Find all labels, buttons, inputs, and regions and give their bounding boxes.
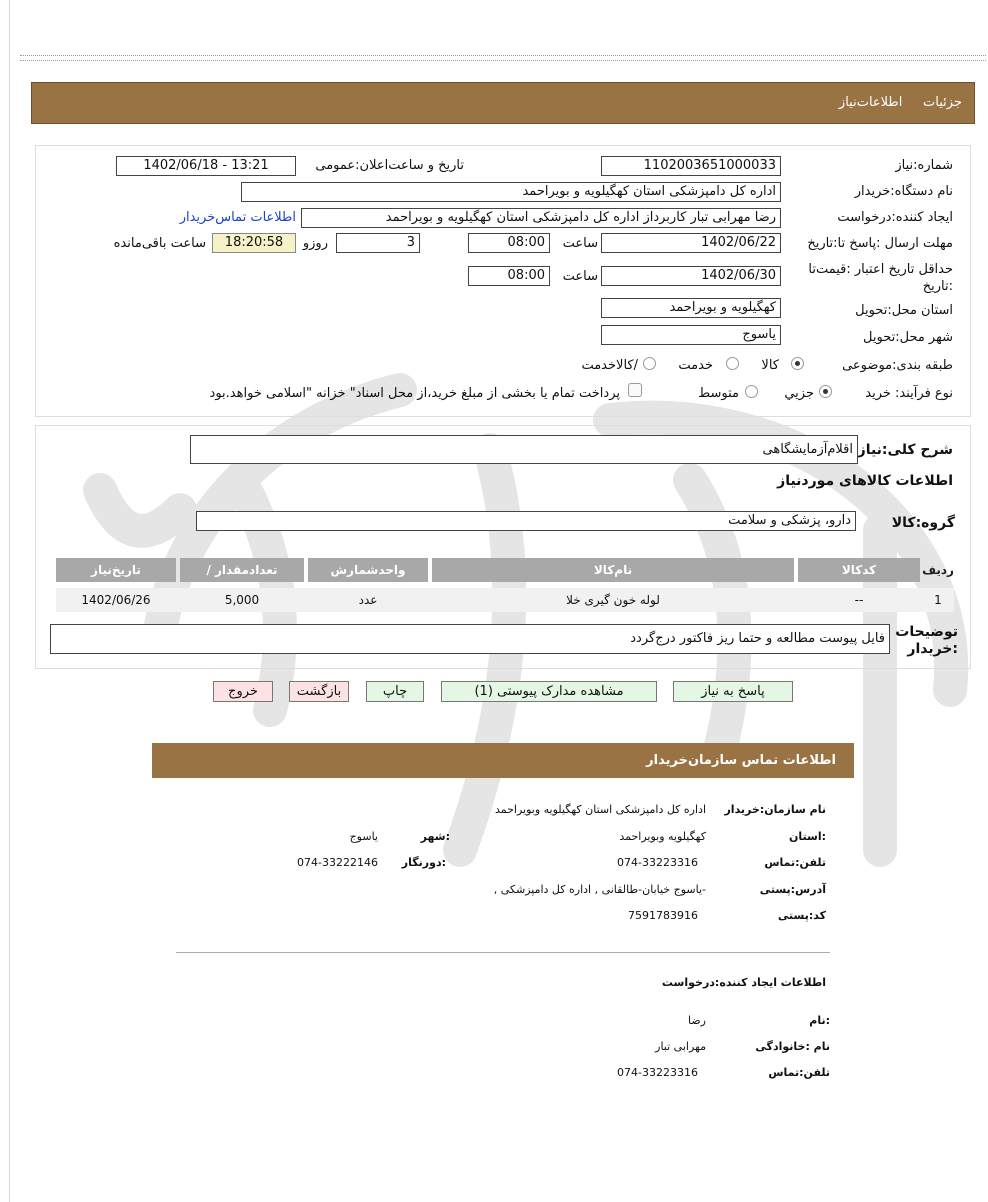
contact-phone: 074-33223316 [617, 856, 698, 869]
cell-quantity: 5,000 [224, 593, 260, 607]
announce-date-field: 1402/06/18 - 13:21 [116, 156, 296, 176]
validity-time-field: 08:00 [468, 266, 550, 286]
col-unit-header: واحدشمارش [308, 558, 428, 582]
reply-button[interactable]: پاسخ به نیاز [673, 681, 793, 702]
contact-province-label: :استان [789, 830, 826, 843]
buyer-org-field: اداره کل دامپزشکی استان کهگیلویه و بویراحمد [241, 182, 781, 202]
table-row [56, 588, 954, 612]
breadcrumb-need-info[interactable]: اطلاعات‌نیاز [838, 95, 903, 110]
summary-field: اقلام‌آزمایشگاهی [190, 435, 858, 464]
creator-phone: 074-33223316 [617, 1066, 698, 1079]
province-label: استان محل‌:تحویل [855, 303, 953, 318]
validity-label: حداقل تاریخ اعتبار :قیمت‌تا :تاریخ [808, 262, 953, 294]
buyer-notes-label: توضیحات :خریدار [895, 624, 958, 657]
days-field: 3 [336, 233, 420, 253]
deadline-time-label: ساعت [562, 236, 598, 251]
category-label: طبقه بندی‌:موضوعی [842, 358, 953, 373]
city-field: یاسوج [601, 325, 781, 345]
city-label: شهر محل‌:تحویل [863, 330, 953, 345]
cell-date: 1402/06/26 [81, 593, 151, 607]
treasury-payment-note: پرداخت تمام یا بخشی از مبلغ خرید،از محل اسناد" خزانه "اسلامی خواهد.بود [209, 386, 620, 401]
summary-label: شرح کلی:نیاز [857, 442, 953, 458]
section-divider [176, 952, 830, 953]
exit-button[interactable]: خروج [213, 681, 273, 702]
category-option-service: خدمت [678, 358, 713, 373]
requester-field: رضا مهرابی تبار کاربرداز اداره کل دامپزشکی استان کهگیلویه و بویراحمد [301, 208, 781, 228]
cell-row: 1 [934, 593, 942, 607]
process-radio-medium[interactable] [745, 385, 758, 398]
buyer-org-label: نام دستگاه‌:خریدار [854, 184, 953, 199]
col-code-header: کدکالا [798, 558, 920, 582]
announce-label: تاریخ و ساعت‌اعلان:عمومی [315, 158, 464, 173]
province-field: کهگیلویه و بویراحمد [601, 298, 781, 318]
creator-family: مهرابی تبار [655, 1040, 706, 1053]
remaining-time-field: 18:20:58 [212, 233, 296, 253]
col-date-header: تاریخ‌نیاز [56, 558, 176, 582]
contact-city-label: :شهر [420, 830, 450, 843]
col-quantity-header: / تعدادمقدار [180, 558, 304, 582]
cell-code: -- [854, 593, 864, 607]
process-radio-minor[interactable] [819, 385, 832, 398]
validity-time-label: ساعت [562, 269, 598, 284]
contact-postal-label: کد:پستی [777, 909, 826, 922]
contact-province: کهگیلویه وبویراحمد [619, 830, 706, 843]
goods-table [56, 558, 954, 615]
contact-city: یاسوج [349, 830, 378, 843]
contact-title: اطلاعات تماس سازمان‌خریدار [646, 753, 836, 768]
contact-phone-label: تلفن:تماس [764, 856, 826, 869]
treasury-payment-checkbox[interactable] [628, 383, 642, 397]
creator-title: اطلاعات ایجاد کننده‌:درخواست [661, 976, 826, 989]
category-radio-goods[interactable] [791, 357, 804, 370]
contact-fax: 074-33222146 [297, 856, 378, 869]
contact-fax-label: :دورنگار [401, 856, 446, 869]
deadline-label: مهلت ارسال :پاسخ تا:تاریخ [807, 236, 953, 251]
contact-org: اداره کل دامپزشکی استان کهگیلویه وبویراحمد [494, 803, 706, 816]
process-option-medium: متوسط [698, 386, 739, 401]
deadline-time-field: 08:00 [468, 233, 550, 253]
goods-group-field: دارو، پزشکی و سلامت [196, 511, 856, 531]
need-number-field: 1102003651000033 [601, 156, 781, 176]
validity-date-field: 1402/06/30 [601, 266, 781, 286]
category-radio-service[interactable] [726, 357, 739, 370]
contact-org-label: نام سازمان:خریدار [724, 803, 826, 816]
days-label: روزو [302, 236, 328, 251]
creator-phone-label: تلفن:تماس [768, 1066, 830, 1079]
cell-unit: عدد [358, 593, 378, 607]
dotted-divider [20, 55, 986, 61]
creator-family-label: نام :خانوادگی [755, 1040, 830, 1053]
process-option-minor: جزیي [784, 386, 814, 401]
creator-name-label: :نام [809, 1014, 830, 1027]
creator-name: رضا [687, 1014, 706, 1027]
goods-info-title: اطلاعات کالاهای موردنیاز [777, 473, 953, 489]
remaining-time-label: ساعت باقی‌مانده [113, 236, 206, 251]
goods-group-label: گروه:کالا [891, 515, 955, 531]
contact-address-label: آدرس:پستی [759, 883, 826, 896]
process-label: نوع فرآیند: خرید [865, 386, 953, 401]
contact-header-bar [152, 743, 854, 778]
cell-name: لوله خون گیری خلا [566, 593, 660, 607]
contact-postal: 7591783916 [628, 909, 698, 922]
view-attachments-button[interactable]: مشاهده مدارک پیوستی (1) [441, 681, 657, 702]
buyer-contact-link[interactable]: اطلاعات تماس‌خریدار [179, 210, 296, 225]
left-border-line [9, 0, 10, 1202]
category-radio-goods-service[interactable] [643, 357, 656, 370]
print-button[interactable]: چاپ [366, 681, 424, 702]
requester-label: ایجاد کننده‌:درخواست [837, 210, 953, 225]
col-name-header: نام‌کالا [432, 558, 794, 582]
category-option-goods: کالا [761, 358, 779, 373]
category-option-goods-service: /کالاخدمت [581, 358, 638, 373]
breadcrumb-details[interactable]: جزئیات [923, 95, 962, 110]
deadline-date-field: 1402/06/22 [601, 233, 781, 253]
back-button[interactable]: بازگشت [289, 681, 349, 702]
header-bar [31, 82, 975, 124]
contact-address: -یاسوج خیابان-طالقانی , اداره کل دامپزشکی , [493, 883, 706, 896]
need-number-label: شماره‌:نیاز [895, 158, 953, 173]
buyer-notes-field: فایل پیوست مطالعه و حتما ریز فاکتور درج‌گردد [50, 624, 890, 654]
col-row-header: ردیف [922, 563, 954, 577]
